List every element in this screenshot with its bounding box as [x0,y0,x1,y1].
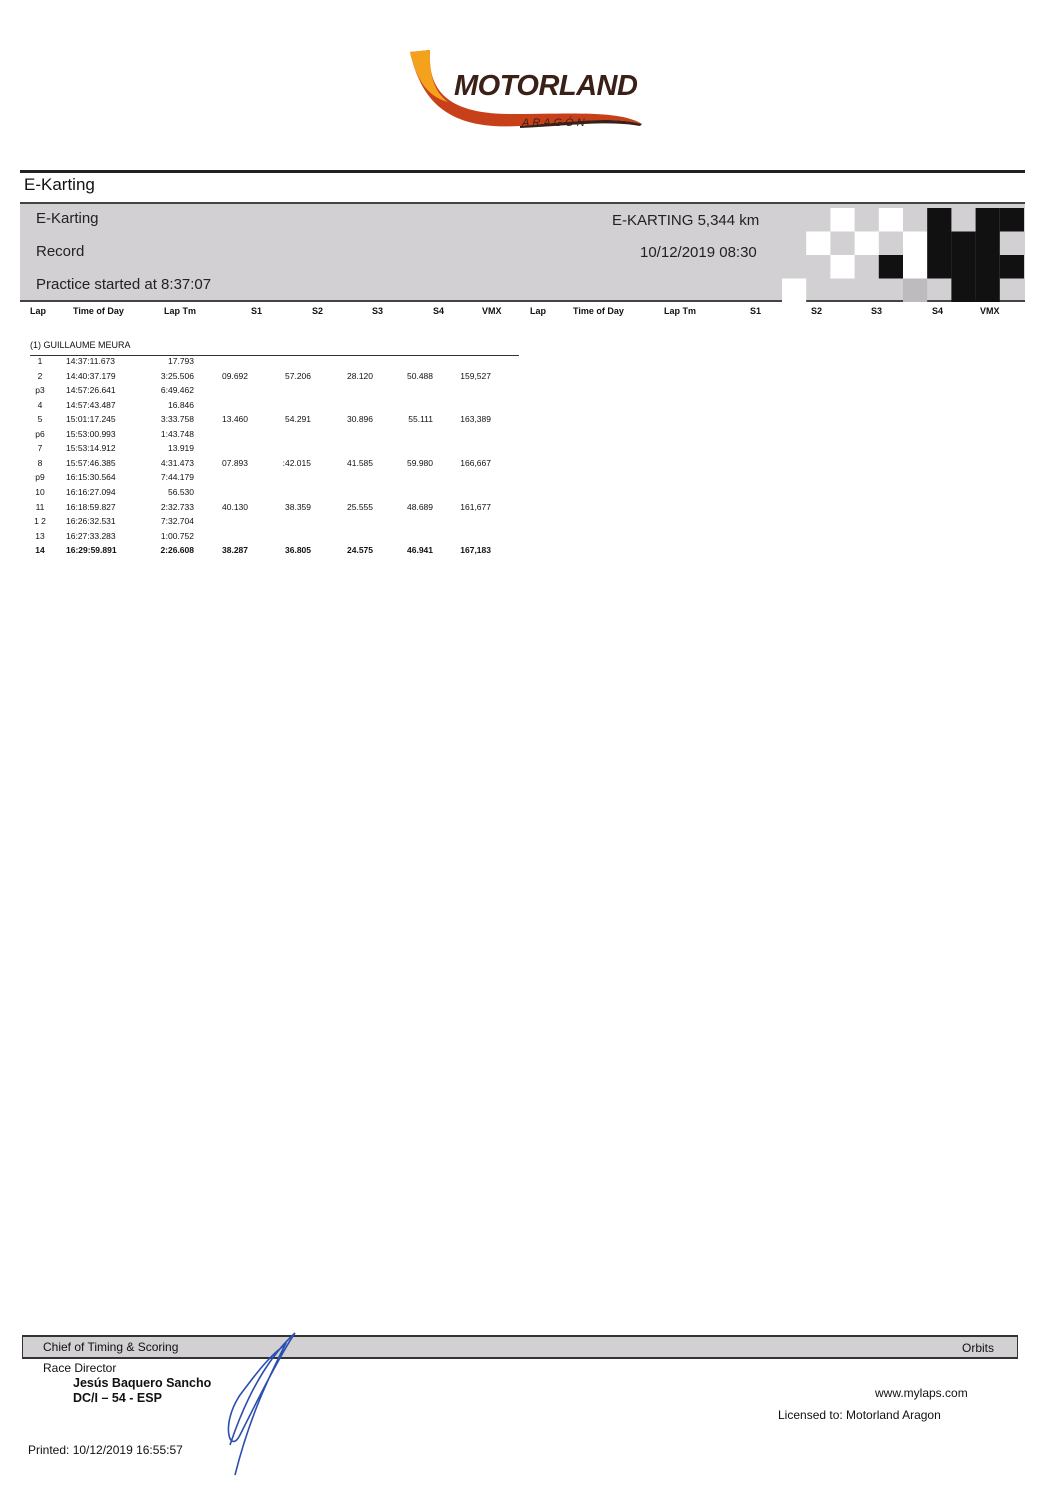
cell-tod: 16:16:27.094 [66,486,116,497]
cell-s4: 46.941 [407,545,433,556]
cell-laptm: 3:33.758 [160,414,194,425]
cell-s1: 38.287 [222,545,248,556]
cell-laptm: 4:31.473 [160,457,194,468]
session-header [20,202,1025,302]
cell-s3: 24.575 [347,545,373,556]
col-s3-right: S3 [871,306,883,316]
cell-laptm: 1:00.752 [160,530,194,541]
cell-tod: 16:27:33.283 [66,530,116,541]
cell-tod: 16:18:59.827 [66,501,116,512]
cell-tod: 14:57:43.487 [66,399,116,410]
orbits-label: Orbits [962,1341,995,1355]
logo-wordmark: MOTORLAND [454,70,638,102]
cell-laptm: 7:32.704 [160,516,194,527]
cell-tod: 15:57:46.385 [66,457,116,468]
director-name: Jesús Baquero Sancho [73,1376,212,1390]
cell-tod: 16:15:30.564 [66,472,116,483]
table-row [0,371,530,384]
table-row [0,458,530,471]
cell-laptm: 16.846 [168,399,194,410]
checker-square [1000,255,1024,279]
cell-tod: 16:26:32.531 [66,516,116,527]
cell-lap: 11 [35,501,45,512]
session-type: Record [36,243,85,260]
cell-lap: 14 [35,545,45,556]
cell-s2: 57.206 [285,370,311,381]
col-vmx-right: VMX [980,306,1000,316]
practice-start: Practice started at 8:37:07 [36,276,212,293]
col-vmx: VMX [482,306,502,316]
table-row [0,531,530,544]
table-row [0,385,530,398]
cell-s1: 07.893 [222,457,248,468]
cell-lap: p3 [35,385,45,396]
cell-lap: p9 [35,472,45,483]
cell-s4: 55.111 [408,414,433,425]
cell-tod: 15:01:17.245 [66,414,116,425]
cell-s4: 59.980 [407,457,433,468]
checker-square [976,279,1000,303]
cell-s1: 13.460 [222,414,248,425]
cell-s2: 54.291 [285,414,311,425]
cell-s3: 28.120 [347,370,373,381]
driver-name: (1) GUILLAUME MEURA [30,340,131,350]
cell-s3: 30.896 [347,414,373,425]
race-director-label: Race Director [43,1361,117,1375]
cell-laptm: 17.793 [168,356,194,366]
table-row [0,516,530,529]
checker-square [879,208,903,232]
table-row [0,545,530,558]
checker-square [1000,208,1024,232]
motorland-logo [400,44,660,140]
col-lap-time-right: Lap Tm [664,306,697,316]
checker-square [830,208,854,232]
cell-s1: 09.692 [222,370,248,381]
cell-tod: 15:53:14.912 [66,443,116,454]
cell-laptm: 2:32.733 [160,501,194,512]
table-row [0,356,530,369]
checker-square [951,255,975,279]
col-lap-time: Lap Tm [164,306,197,316]
checkered-flag-icon [782,208,1024,302]
signature-icon [200,1325,310,1485]
circuit-length: E-KARTING 5,344 km [612,212,760,229]
checker-square [903,279,927,303]
col-s3: S3 [372,306,384,316]
cell-s2: 38.359 [285,501,311,512]
cell-s4: 50.488 [407,370,433,381]
checker-square [855,232,879,256]
cell-vmx: 163,389 [460,414,491,425]
cell-lap: 1 2 [34,516,46,527]
cell-lap: 2 [37,370,43,381]
checker-square [951,279,975,303]
cell-tod: 16:29:59.891 [66,545,117,556]
cell-s4: 48.689 [407,501,433,512]
col-s1: S1 [251,306,263,316]
checker-square [976,208,1000,232]
col-s2-right: S2 [811,306,823,316]
table-row [0,443,530,456]
website: www.mylaps.com [875,1386,968,1400]
checker-square [976,255,1000,279]
top-divider [20,170,1025,173]
cell-lap: p6 [35,428,45,439]
licensed-to: Licensed to: Motorland Aragon [778,1408,941,1422]
col-time-of-day: Time of Day [73,306,124,316]
cell-s3: 25.555 [347,501,373,512]
cell-lap: 5 [37,414,43,425]
cell-s3: 41.585 [347,457,373,468]
cell-laptm: 56.530 [168,486,194,497]
checker-square [951,232,975,256]
cell-tod: 14:57:26.641 [66,385,116,396]
cell-lap: 4 [37,399,43,410]
cell-s2: 36.805 [285,545,311,556]
event-name: E-Karting [36,210,99,227]
table-row [0,429,530,442]
checker-square [830,255,854,279]
checker-square [782,279,806,303]
checker-square [927,255,951,279]
col-s4-right: S4 [932,306,944,316]
cell-tod: 15:53:00.993 [66,428,116,439]
cell-lap: 13 [35,530,45,541]
checker-square [927,232,951,256]
checker-square [903,232,927,256]
table-row [0,472,530,485]
checker-square [879,255,903,279]
director-license: DC/I – 54 - ESP [73,1391,162,1405]
printed-date: Printed: 10/12/2019 16:55:57 [28,1443,183,1457]
cell-laptm: 7:44.179 [160,472,194,483]
cell-tod: 14:40:37.179 [66,370,116,381]
cell-s1: 40.130 [222,501,248,512]
col-time-of-day-right: Time of Day [573,306,624,316]
chief-of-timing: Chief of Timing & Scoring [43,1340,179,1354]
table-row [0,400,530,413]
checker-square [927,208,951,232]
cell-laptm: 1:43.748 [160,428,194,439]
cell-vmx: 161,677 [460,501,491,512]
logo-subtitle: ARAGÓN [522,117,588,129]
cell-vmx: 159,527 [460,370,491,381]
cell-vmx: 167,183 [460,545,491,556]
cell-lap: 10 [35,486,45,497]
checker-square [976,232,1000,256]
col-lap-right: Lap [530,306,547,316]
checker-square [903,255,927,279]
cell-laptm: 13.919 [168,443,194,454]
page-title: E-Karting [24,175,95,194]
cell-laptm: 3:25.506 [160,370,194,381]
cell-laptm: 2:26.608 [160,545,194,556]
table-row [0,502,530,515]
footer-bar [22,1335,1018,1359]
cell-laptm: 6:49.462 [160,385,194,396]
table-row [0,414,530,427]
session-datetime: 10/12/2019 08:30 [640,244,757,261]
cell-lap: 7 [37,443,43,454]
col-lap: Lap [30,306,47,316]
cell-lap: 8 [37,457,43,468]
cell-vmx: 166,667 [460,457,491,468]
table-row [0,487,530,500]
checker-square [806,232,830,256]
cell-lap: 1 [37,356,43,366]
cell-tod: 14:37:11.673 [66,356,115,366]
col-s2: S2 [312,306,324,316]
col-s1-right: S1 [750,306,762,316]
col-s4: S4 [433,306,445,316]
cell-s2: :42.015 [282,457,311,468]
